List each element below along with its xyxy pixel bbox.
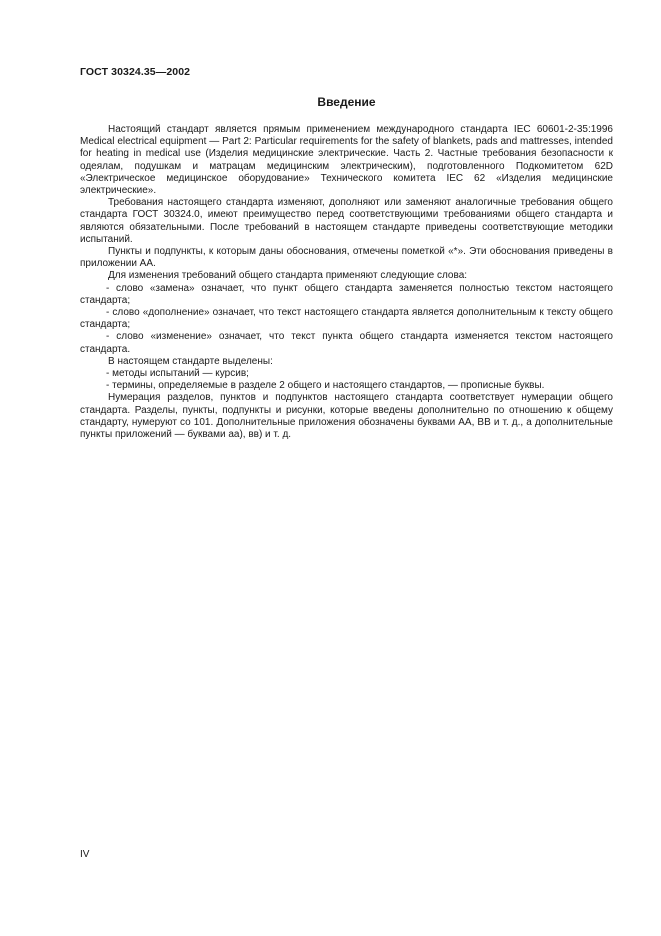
section-title: Введение <box>317 95 376 109</box>
paragraph-modification-words: Для изменения требований общего стандарта применяют следующие слова: <box>108 270 468 282</box>
paragraph-rationale-note: Пункты и подпункты, к которым даны обоснования, отмечены пометкой «*». Эти обоснования приведены в приложении АА. <box>80 246 613 270</box>
list-item-amendment: - слово «изменение» означает, что текст пункта общего стандарта изменяется текстом настоящего стандарта. <box>80 331 613 355</box>
introduction-body <box>80 124 613 441</box>
list-item-test-methods: - методы испытаний — курсив; <box>106 368 249 380</box>
paragraph-requirements: Требования настоящего стандарта изменяют, дополняют или заменяют аналогичные требования общего стандарта ГОСТ 30324.0, имеют преимущество перед соответствующими требованиями общего стандарта и являются обязательными. После требований в настоящем стандарте приведены соответствующие методики испытаний. <box>80 197 613 245</box>
list-item-terms: - термины, определяемые в разделе 2 общего и настоящего стандартов, — прописные буквы. <box>106 380 545 392</box>
paragraph-numbering: Нумерация разделов, пунктов и подпунктов настоящего стандарта соответствует нумерации общего стандарта. Разделы, пункты, подпункты и рисунки, которые введены дополнительно по отношению к общему стандарту, нумеруют со 101. Дополнительные приложения обозначены буквами АА, ВВ и т. д., а дополнительные пункты приложений — буквами аа), вв) и т. д. <box>80 392 613 441</box>
page-number: IV <box>80 849 90 860</box>
list-item-addition: - слово «дополнение» означает, что текст настоящего стандарта является дополнительным к тексту общего стандарта; <box>80 307 613 331</box>
list-item-replacement: - слово «замена» означает, что пункт общего стандарта заменяется полностью текстом настоящего стандарта; <box>80 282 613 306</box>
document-code-header: ГОСТ 30324.35—2002 <box>80 66 191 78</box>
paragraph-standard-basis: Настоящий стандарт является прямым применением международного стандарта IEC 60601-2-35:1996 Medical electrical equipment — Part 2: Particular requirements for the safety of blankets, pads and mattresses, intended for heating in medical use (Изделия медицинские электрические. Часть 2. Частные требования безопасности к одеялам, подушкам и матрацам медицинским электрическим), подготовленного Подкомитетом 62D «Электрическое медицинское оборудование» Технического комитета IEC 62 «Изделия медицинские электрические». <box>80 124 613 197</box>
paragraph-highlighting: В настоящем стандарте выделены: <box>108 355 273 367</box>
